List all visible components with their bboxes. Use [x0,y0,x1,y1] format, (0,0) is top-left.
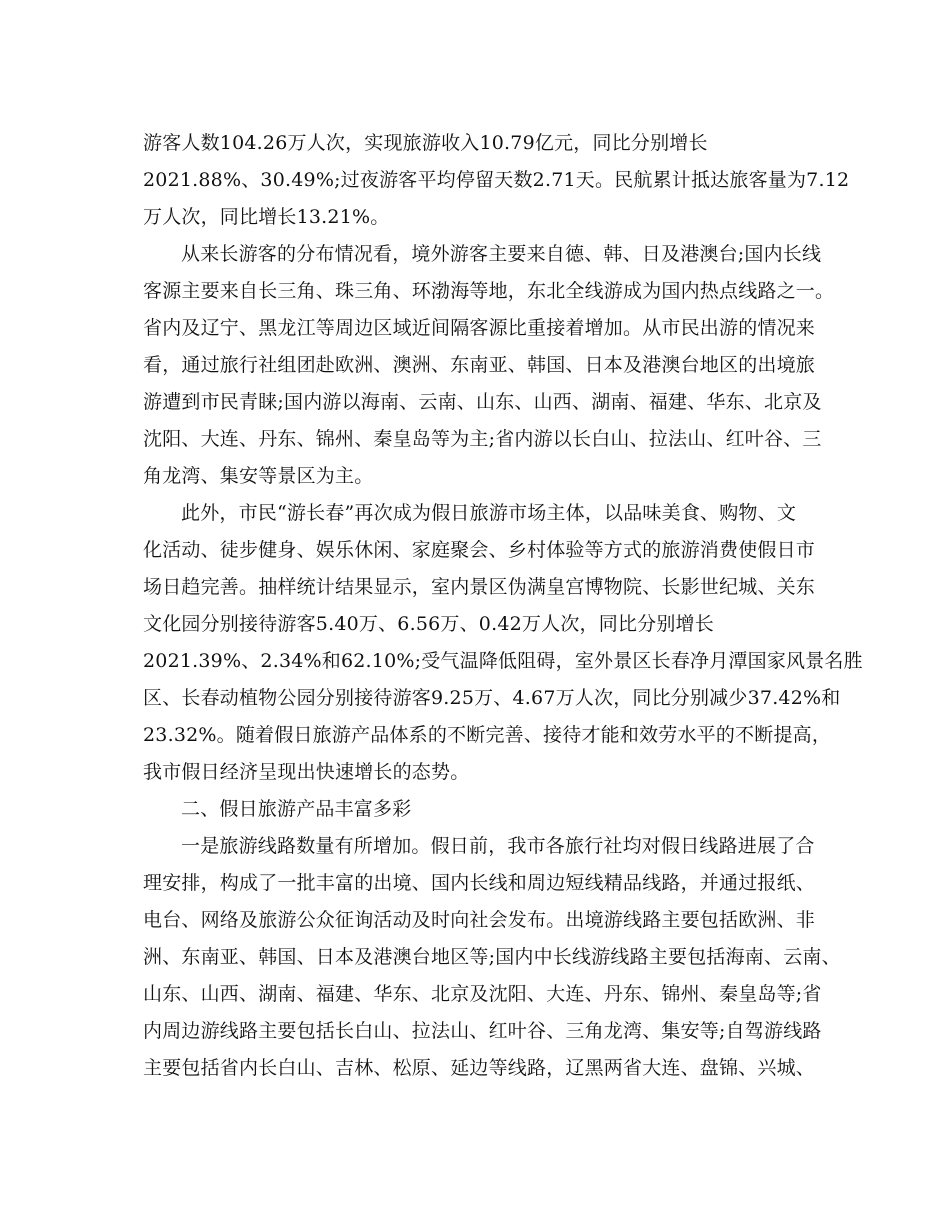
text-line: 2021.39%、2.34%和62.10%;受气温降低阻碍，室外景区长春净月潭国家风景名胜 [143,650,863,672]
text-line: 我市假日经济呈现出快速增长的态势。 [143,761,470,783]
text-line: 万人次，同比增长13.21%。 [143,206,390,228]
text-line: 看，通过旅行社组团赴欧洲、澳洲、东南亚、韩国、日本及港澳台地区的出境旅 [143,354,816,376]
paragraph-first-line: 一是旅游线路数量有所增加。假日前，我市各旅行社均对假日线路进展了合 [181,835,815,857]
text-line: 客源主要来自长三角、珠三角、环渤海等地，东北全线游成为国内热点线路之一。 [143,280,835,302]
text-line: 文化园分别接待游客5.40万、6.56万、0.42万人次，同比分别增长 [143,613,714,635]
text-line: 2021.88%、30.49%;过夜游客平均停留天数2.71天。民航累计抵达旅客量为7.12 [143,169,850,191]
text-line: 化活动、徒步健身、娱乐休闲、家庭聚会、乡村体验等方式的旅游消费使假日市 [143,539,816,561]
text-line: 23.32%。随着假日旅游产品体系的不断完善、接待才能和效劳水平的不断提高， [143,724,832,746]
text-line: 角龙湾、集安等景区为主。 [143,465,374,487]
text-line: 游客人数104.26万人次，实现旅游收入10.79亿元，同比分别增长 [143,132,708,154]
text-line: 沈阳、大连、丹东、锦州、秦皇岛等为主;省内游以长白山、拉法山、红叶谷、三 [143,428,822,450]
text-line: 场日趋完善。抽样统计结果显示，室内景区伪满皇宫博物院、长影世纪城、关东 [143,576,816,598]
text-line: 省内及辽宁、黑龙江等周边区域近间隔客源比重接着增加。从市民出游的情况来 [143,317,816,339]
text-line: 区、长春动植物公园分别接待游客9.25万、4.67万人次，同比分别减少37.42%和 [143,687,841,709]
text-line: 主要包括省内长白山、吉林、松原、延边等线路，辽黑两省大连、盘锦、兴城、 [143,1057,816,1079]
text-line: 山东、山西、湖南、福建、华东、北京及沈阳、大连、丹东、锦州、秦皇岛等;省 [143,983,822,1005]
text-line: 内周边游线路主要包括长白山、拉法山、红叶谷、三角龙湾、集安等;自驾游线路 [143,1020,822,1042]
text-line: 电台、网络及旅游公众征询活动及时向社会发布。出境游线路主要包括欧洲、非 [143,909,816,931]
paragraph-first-line: 此外，市民“游长春”再次成为假日旅游市场主体，以品味美食、购物、文 [181,502,797,524]
section-heading: 二、假日旅游产品丰富多彩 [181,798,412,820]
paragraph-first-line: 从来长游客的分布情况看，境外游客主要来自德、韩、日及港澳台;国内长线 [181,243,822,265]
text-line: 理安排，构成了一批丰富的出境、国内长线和周边短线精品线路，并通过报纸、 [143,872,816,894]
document-body [143,125,863,1087]
text-line: 游遭到市民青睐;国内游以海南、云南、山东、山西、湖南、福建、华东、北京及 [143,391,822,413]
text-line: 洲、东南亚、韩国、日本及港澳台地区等;国内中长线游线路主要包括海南、云南、 [143,946,841,968]
